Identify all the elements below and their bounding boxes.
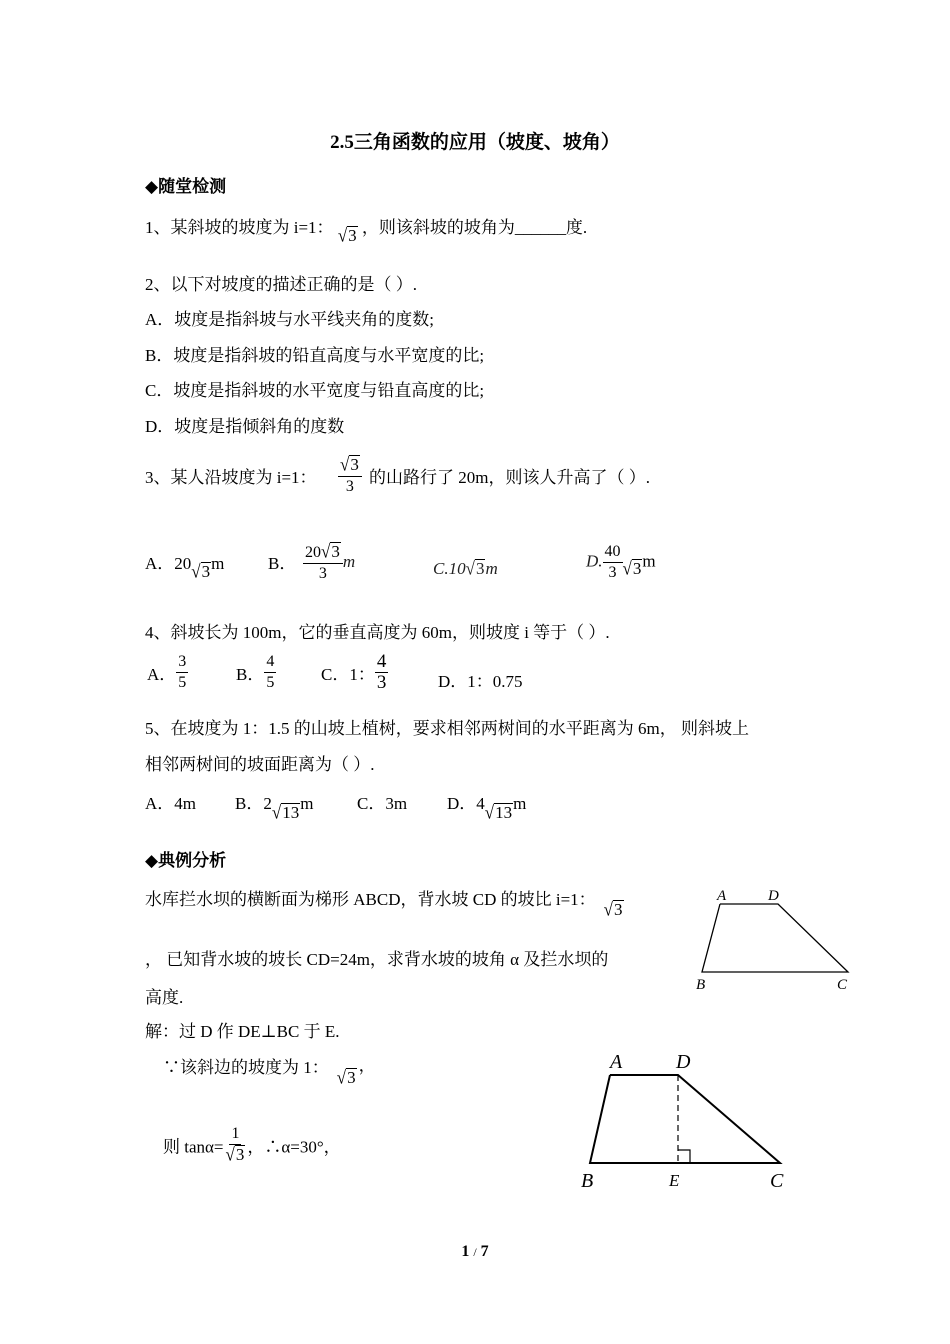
trapezoid-figure-small [690,880,860,995]
example-line-3: 高度. [145,988,184,1007]
fig1-label-d: D [768,888,779,904]
q5-option-c: C．3m [357,794,408,813]
q4-option-d: D．1：0.75 [438,672,523,691]
trapezoid-abcd-small [702,904,848,972]
page-title: 2.5三角函数的应用（坡度、坡角） [330,132,620,153]
q1-suffix: ，则该斜坡的坡角为______度. [361,218,588,237]
q3-suffix: 的山路行了 20m，则该人升高了（ ）. [369,468,650,487]
question-2-option-c: C．坡度是指斜坡的水平宽度与铅直高度的比; [145,381,485,400]
solution-line-1: 解：过 D 作 DE⊥BC 于 E. [145,1022,340,1041]
fig1-label-a: A [717,888,727,904]
q4-option-a: A． $\frac{3}{5}$ [147,653,187,691]
solution-line-3: 则 tanα= $\frac{1}{√3}$ ，∴α=30°， [163,1125,341,1165]
right-angle-mark [678,1150,690,1163]
question-1 [145,213,588,246]
question-2-option-a: A．坡度是指斜坡与水平线夹角的度数; [145,310,434,329]
page-number: 1 / 7 [461,1243,489,1260]
q3-option-b: $\frac{20√3}{3}$ m [305,541,356,582]
fig2-label-e: E [669,1171,680,1190]
section-heading-example: ◆典例分析 [145,851,227,870]
section-heading-quiz: ◆随堂检测 [145,177,227,196]
q1-sqrt: √3 [337,225,357,246]
q5-option-a: A．4m [145,794,196,813]
fig1-label-b: B [696,977,706,993]
question-2-option-d: D．坡度是指倾斜角的度数 [145,417,345,436]
q3-option-a: A．20√3m [145,554,225,582]
trapezoid-figure-large [570,1040,800,1195]
q3-option-b-label: B． [268,554,297,573]
question-4-stem: 4、斜坡长为 100m，它的垂直高度为 60m，则坡度 i 等于（ ）. [145,623,610,642]
q5-option-d: D．4√13m [447,794,527,823]
question-5-line-1: 5、在坡度为 1：1.5 的山坡上植树，要求相邻两树间的水平距离为 6m， 则斜坡上 [145,719,749,738]
solution-line-2: ∵该斜边的坡度为 1： √3， [163,1056,376,1088]
fig2-label-b: B [581,1170,594,1192]
example-line-2: ， 已知背水坡的坡长 CD=24m，求背水坡的坡角 α 及拦水坝的 [145,950,609,969]
example-line-1: 水库拦水坝的横断面为梯形 ABCD，背水坡 CD 的坡比 i=1： √3 [145,890,623,920]
q3-option-d: D. $\frac{40}{3}$ √3m [586,543,656,581]
fig2-label-d: D [676,1051,691,1073]
q4-option-b: B． $\frac{4}{5}$ [236,653,275,691]
q4-option-c: C．1： $\frac{4}{3}$ [321,651,387,693]
q3-prefix: 3、某人沿坡度为 i=1： [145,468,317,487]
q1-prefix: 1、某斜坡的坡度为 i=1： [145,218,334,237]
q3-fraction: $\frac{√3}{3}$ [338,455,362,497]
q5-option-b: B．2√13m [235,794,314,823]
question-2-stem: 2、以下对坡度的描述正确的是（ ）. [145,275,417,294]
fig1-label-c: C [837,977,848,993]
question-2-option-b: B．坡度是指斜坡的铅直高度与水平宽度的比; [145,346,485,365]
fig2-label-a: A [610,1051,623,1073]
q3-option-c: C.10√3m [433,558,498,579]
fig2-label-c: C [770,1170,784,1192]
question-5-line-2: 相邻两树间的坡面距离为（ ）. [145,755,375,774]
